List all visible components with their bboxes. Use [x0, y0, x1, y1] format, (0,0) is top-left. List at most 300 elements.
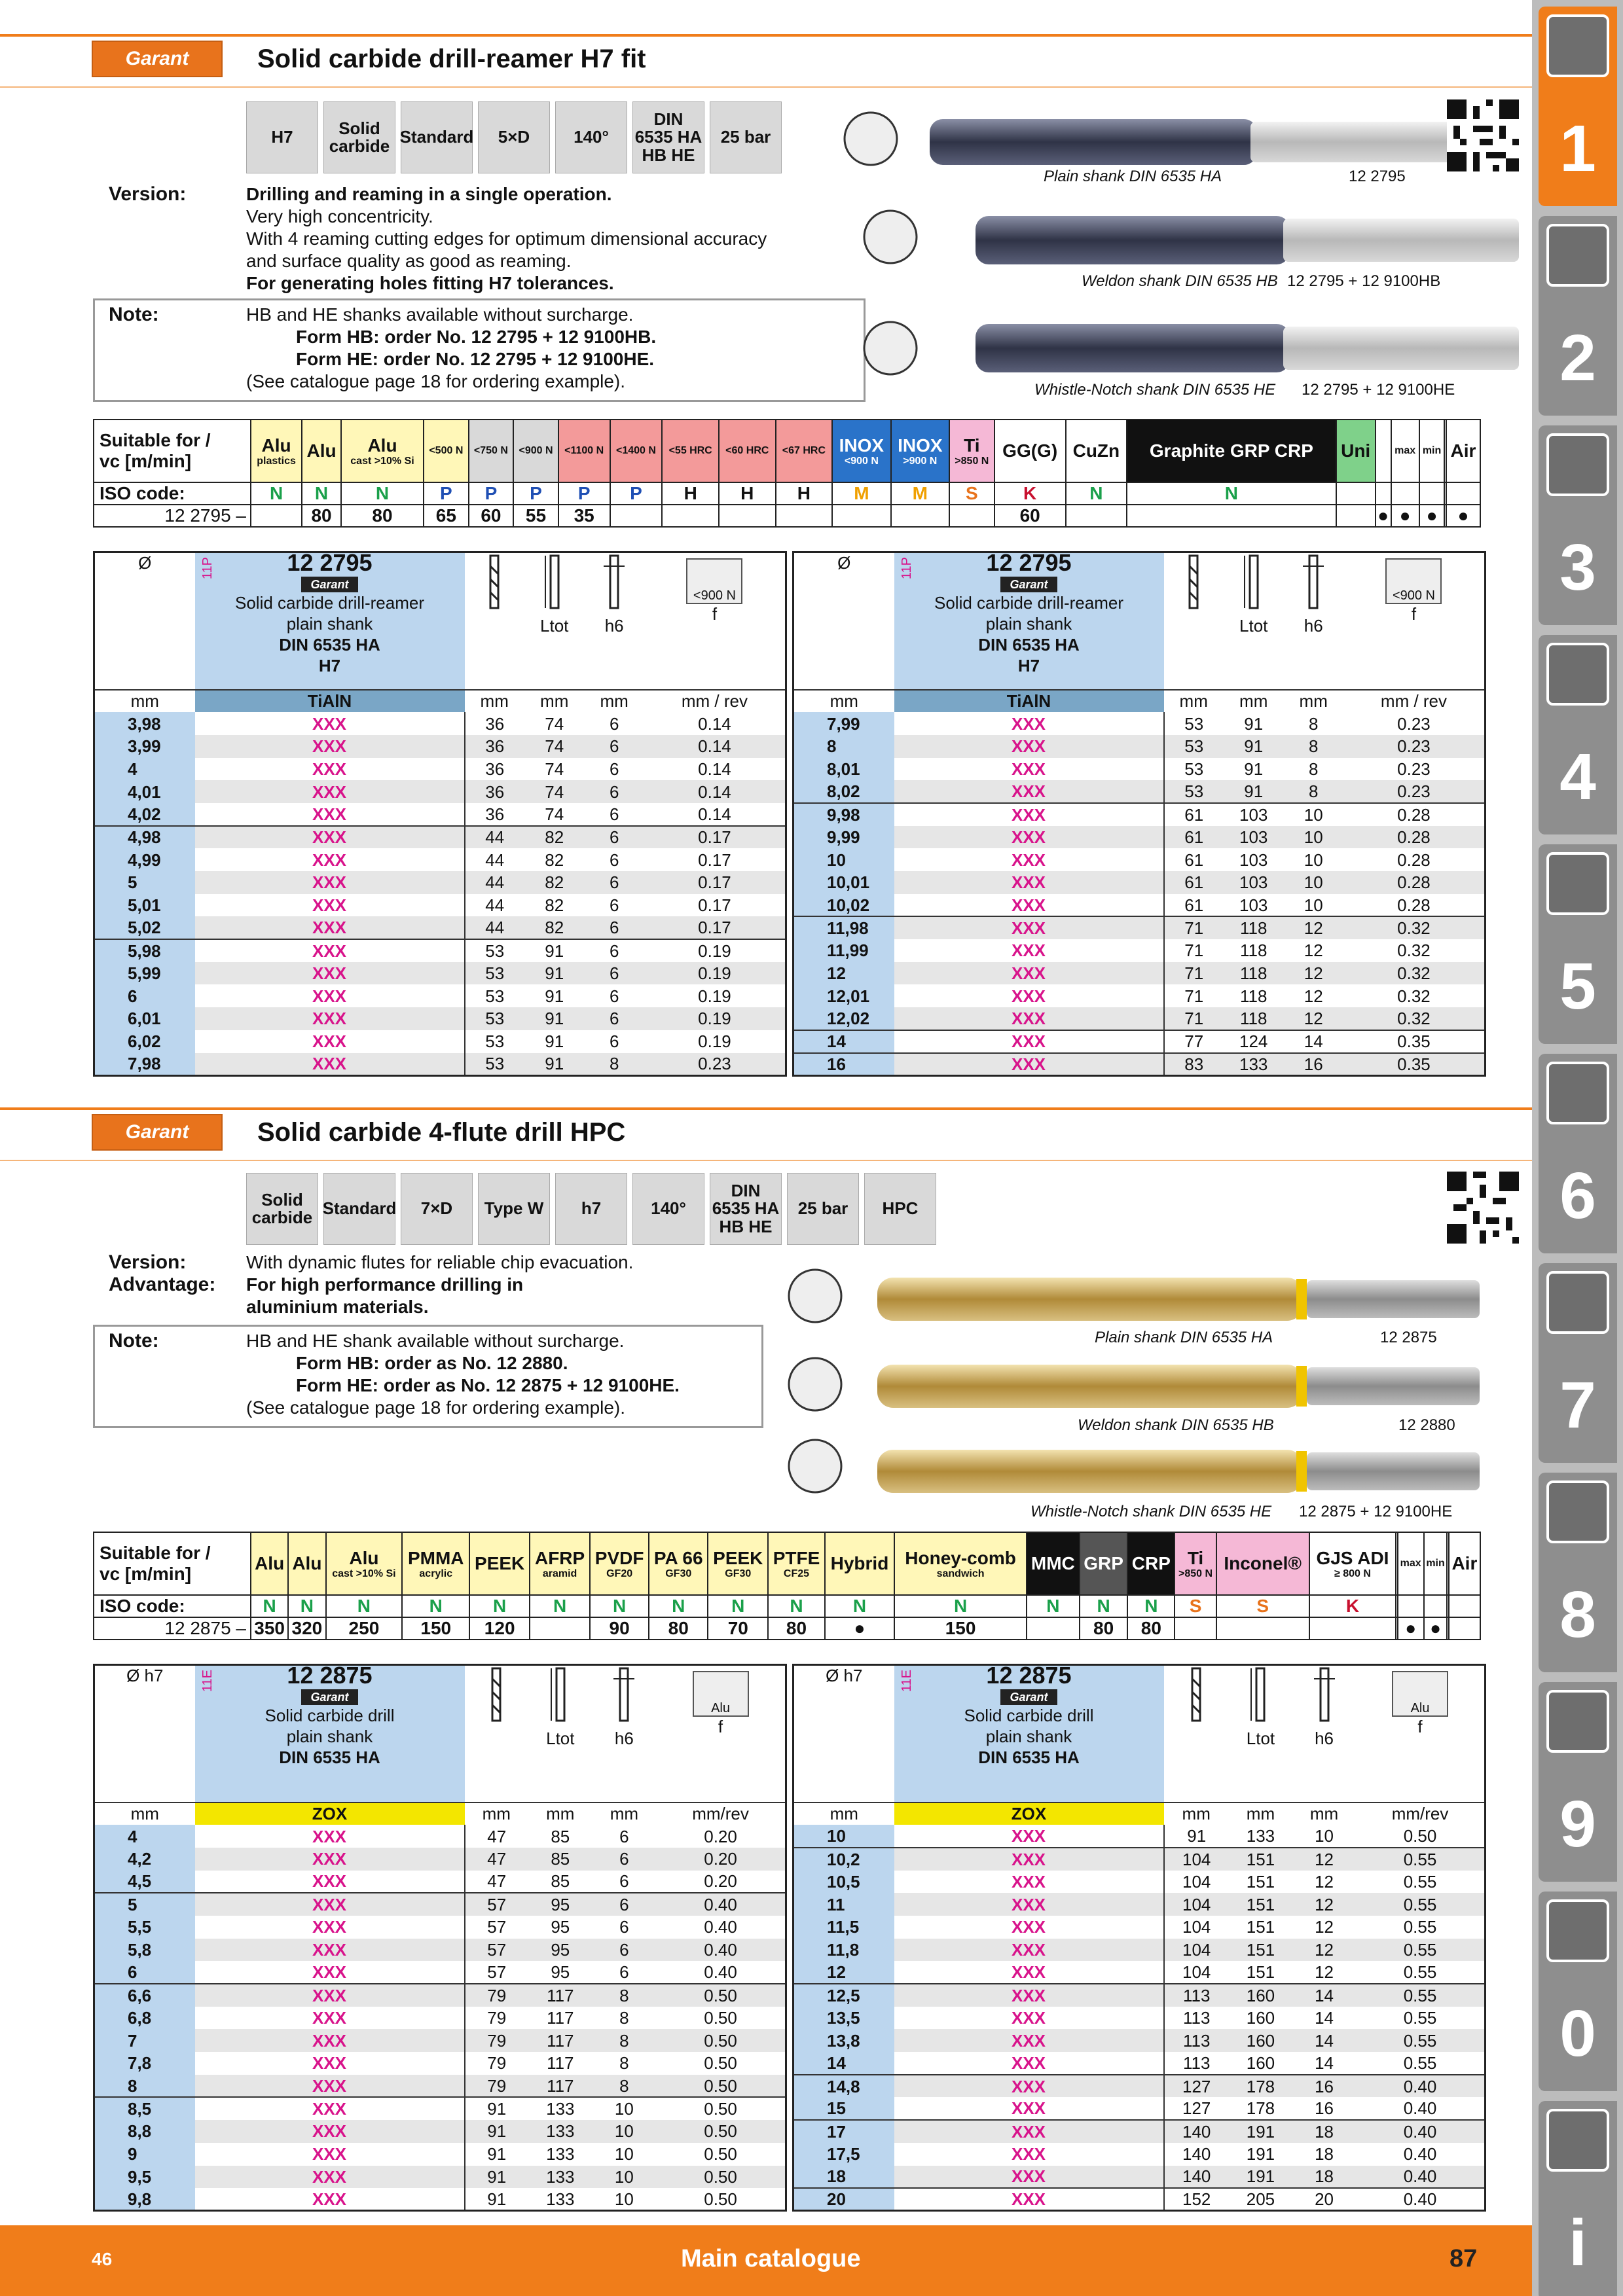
diameter-cell: 20 [793, 2188, 894, 2211]
value-cell: 0.35 [1343, 1030, 1486, 1053]
product-description: DIN 6535 HA [279, 1748, 380, 1767]
value-cell: 0.32 [1397, 986, 1431, 1006]
cutting-speed [1309, 1617, 1396, 1640]
material-badge: Alu [693, 1671, 749, 1717]
value-cell: 118 [1224, 916, 1284, 939]
table-row[interactable] [94, 1871, 786, 1893]
value-cell: 47 [465, 1848, 528, 1871]
table-row[interactable] [793, 1961, 1486, 1984]
coating-availability-cell: XXX [894, 962, 1164, 985]
coating-availability-cell: XXX [894, 1961, 1164, 1984]
value-cell: 113 [1164, 1984, 1229, 2007]
diameter-cell: 7,98 [94, 1053, 195, 1076]
value-cell: 0.40 [1356, 2120, 1485, 2143]
material-column [949, 420, 994, 482]
table-row[interactable] [793, 803, 1486, 826]
material-name: Honey-comb [905, 1548, 1016, 1568]
shank-tolerance-header [593, 1665, 656, 1803]
iso-code: N [469, 1595, 530, 1617]
cutting-speed: 120 [469, 1617, 530, 1640]
value-cell: 71 [1164, 916, 1224, 939]
value-cell: 0.20 [704, 1826, 737, 1846]
value-cell: 36 [465, 780, 524, 803]
table-row[interactable] [793, 2143, 1486, 2166]
note-line: (See catalogue page 18 for ordering example). [246, 371, 626, 391]
table-row[interactable] [793, 2166, 1486, 2189]
value-cell: 0.50 [1403, 1826, 1437, 1846]
table-row[interactable] [793, 1893, 1486, 1916]
suitable-label [94, 1532, 251, 1595]
diameter-cell: 6,6 [94, 1984, 195, 2007]
unit-cell: mm [1292, 1803, 1356, 1825]
table-row[interactable] [793, 916, 1486, 939]
diameter-cell: 8,02 [793, 780, 894, 803]
diameter-cell: 13,8 [793, 2029, 894, 2052]
table-row[interactable] [793, 712, 1486, 735]
material-name: CuZn [1072, 440, 1120, 461]
diameter-cell: 9,98 [793, 803, 894, 826]
cutting-speed: 35 [558, 505, 610, 527]
value-cell: 6 [584, 780, 644, 803]
product-description: H7 [1017, 656, 1040, 675]
iso-code: P [513, 482, 558, 505]
value-cell: 10 [593, 2097, 656, 2120]
total-length-icon [547, 1666, 574, 1725]
table-row[interactable] [793, 1053, 1486, 1076]
table-row[interactable] [793, 2188, 1486, 2211]
value-cell: 6 [619, 1826, 629, 1846]
qr-code-icon[interactable] [1447, 1172, 1519, 1244]
value-cell: 0.23 [1397, 759, 1431, 779]
iso-code: S [1216, 1595, 1309, 1617]
value-cell: 79 [487, 2008, 507, 2028]
value-cell: 8 [619, 2053, 629, 2073]
coating-cell: TiAlN [894, 690, 1164, 713]
material-column [1309, 1532, 1396, 1595]
table-row[interactable] [94, 1007, 786, 1030]
material-subtitle: <67 HRC [782, 445, 826, 456]
chapter-number: 7 [1559, 1369, 1596, 1442]
coating-availability-cell: XXX [894, 916, 1164, 939]
material-column [1398, 1532, 1424, 1595]
value-cell: 0.17 [644, 916, 786, 939]
value-cell: 36 [485, 713, 505, 734]
feature-icon-7: 25 bar [787, 1173, 859, 1245]
material-subtitle: CF25 [783, 1568, 810, 1579]
note-line: (See catalogue page 18 for ordering example). [246, 1397, 626, 1418]
value-cell: 0.14 [698, 759, 731, 779]
table-row[interactable] [793, 848, 1486, 871]
table-row[interactable] [94, 2120, 786, 2143]
value-cell: 74 [524, 735, 585, 758]
value-cell: 10 [1284, 826, 1343, 849]
material-column [994, 420, 1066, 482]
diameter-cell: 9,5 [94, 2166, 195, 2189]
section-title: Solid carbide drill-reamer H7 fit [257, 45, 646, 73]
table-row[interactable] [94, 1893, 786, 1916]
total-length-header [528, 1665, 593, 1803]
cutting-speed: 80 [649, 1617, 708, 1640]
table-row[interactable] [793, 2052, 1486, 2075]
brand-badge: Garant [1000, 577, 1057, 592]
table-row[interactable] [94, 871, 786, 894]
drill-weldon-shank [864, 211, 1519, 264]
value-cell: 8 [1284, 780, 1343, 803]
table-row[interactable] [793, 871, 1486, 894]
coating-availability-cell: XXX [195, 2075, 465, 2098]
table-row[interactable] [793, 1848, 1486, 1871]
diameter-cell: 9,99 [793, 826, 894, 849]
value-cell: 18 [1315, 2144, 1334, 2164]
coating-availability-cell: XXX [894, 758, 1164, 781]
shank-tolerance-header [1284, 552, 1343, 690]
feature-icon-0: Solid carbide [246, 1173, 318, 1245]
table-row[interactable] [94, 826, 786, 849]
table-row[interactable] [94, 939, 786, 962]
unit-cell: mm [1224, 690, 1284, 713]
feature-icon-0: H7 [246, 101, 318, 173]
value-cell: 36 [485, 759, 505, 779]
article-number: 12 2875 [986, 1662, 1072, 1689]
material-name: CRP [1131, 1553, 1171, 1573]
diameter-cell: 5,5 [94, 1916, 195, 1939]
value-cell: 91 [545, 1031, 564, 1052]
diameter-cell: 11,8 [793, 1939, 894, 1962]
value-cell: 53 [1184, 713, 1204, 734]
table-row[interactable] [793, 758, 1486, 781]
cutting-speed: 80 [302, 505, 341, 527]
product-description: DIN 6535 HA [978, 635, 1080, 655]
value-cell: 91 [545, 986, 564, 1006]
table-row[interactable] [793, 894, 1486, 917]
table-row[interactable] [793, 1871, 1486, 1893]
value-cell: 57 [487, 1917, 507, 1937]
table-row[interactable] [793, 962, 1486, 985]
material-column [288, 1532, 325, 1595]
table-row[interactable] [94, 2029, 786, 2052]
diameter-cell: 4,98 [94, 826, 195, 849]
value-cell: 79 [465, 2029, 528, 2052]
note-line: Form HE: order as No. 12 2875 + 12 9100HE. [296, 1375, 680, 1395]
chapter-icon [1546, 1899, 1609, 1962]
drill-caption: Plain shank DIN 6535 HA [1095, 1329, 1273, 1346]
diameter-cell: 12,02 [793, 1007, 894, 1030]
diameter-cell: 6,01 [94, 1007, 195, 1030]
chapter-icon [1546, 852, 1609, 915]
cutting-speed [776, 505, 833, 527]
table-row[interactable] [94, 1825, 786, 1848]
table-row[interactable] [94, 2188, 786, 2211]
table-row[interactable] [793, 2007, 1486, 2030]
value-cell: 118 [1224, 962, 1284, 985]
cutting-speed [530, 1617, 590, 1640]
iso-code: N [708, 1595, 768, 1617]
drill-length-icon [1164, 1665, 1229, 1803]
qr-code-icon[interactable] [1447, 99, 1519, 171]
vc-row-label: 12 2875 – [94, 1617, 251, 1640]
diameter-cell: 4,02 [94, 803, 195, 826]
value-cell: 0.20 [656, 1848, 786, 1871]
value-cell: 8 [1308, 759, 1319, 779]
cutting-speed: 90 [590, 1617, 649, 1640]
value-cell: 36 [485, 804, 505, 824]
value-cell: 6 [609, 895, 619, 916]
shank-diameter-icon [611, 1666, 637, 1725]
material-subtitle: aramid [542, 1568, 577, 1579]
value-cell: 6 [584, 871, 644, 894]
table-row[interactable] [793, 1825, 1486, 1848]
value-cell: 6 [584, 939, 644, 962]
value-cell: 10 [593, 2120, 656, 2143]
chapter-number: 3 [1559, 531, 1596, 604]
diameter-cell: 5,99 [94, 962, 195, 985]
value-cell: 0.19 [698, 1031, 731, 1052]
value-cell: 61 [1184, 850, 1204, 870]
value-cell: 95 [551, 1917, 570, 1937]
table-row[interactable] [94, 735, 786, 758]
material-name: Alu [306, 440, 337, 461]
table-row[interactable] [793, 780, 1486, 803]
diameter-cell: 11,98 [793, 916, 894, 939]
value-cell: 12 [1284, 1007, 1343, 1030]
iso-code [1336, 482, 1376, 505]
value-cell: 140 [1164, 2166, 1229, 2189]
table-row[interactable] [793, 1007, 1486, 1030]
material-column [1080, 1532, 1128, 1595]
table-row[interactable] [793, 735, 1486, 758]
diameter-cell: 12,01 [793, 984, 894, 1007]
iso-code: N [1127, 1595, 1175, 1617]
table-row[interactable] [793, 984, 1486, 1007]
value-cell: 6 [593, 1939, 656, 1962]
coating-availability-cell: XXX [195, 2097, 465, 2120]
table-row[interactable] [793, 2075, 1486, 2098]
product-header [894, 1662, 1164, 1803]
feed-header [644, 552, 786, 690]
material-column [424, 420, 469, 482]
material-column [341, 420, 424, 482]
diameter-cell: 4 [94, 1825, 195, 1848]
coating-availability-cell: XXX [195, 780, 465, 803]
value-cell: 0.50 [656, 2097, 786, 2120]
coating-availability-cell: XXX [894, 2166, 1164, 2189]
coating-availability-cell: XXX [195, 712, 465, 735]
value-cell: 140 [1164, 2120, 1229, 2143]
value-cell: 6 [619, 1962, 629, 1982]
value-cell: 0.40 [1356, 2075, 1485, 2098]
material-subtitle: >850 N [955, 456, 989, 467]
diameter-cell: 8 [94, 2075, 195, 2098]
category-code: 11P [200, 557, 215, 580]
chapter-icon [1546, 1271, 1609, 1334]
material-name: GRP [1084, 1553, 1123, 1573]
value-cell: 0.28 [1397, 850, 1431, 870]
section-divider [0, 1107, 1532, 1110]
table-row[interactable] [94, 1961, 786, 1984]
coating-cell: ZOX [195, 1803, 465, 1825]
table-row[interactable] [94, 916, 786, 939]
table-row[interactable] [94, 984, 786, 1007]
product-description: plain shank [286, 1727, 373, 1746]
table-row[interactable] [94, 2052, 786, 2075]
table-row[interactable] [94, 2075, 786, 2098]
value-cell: 91 [1224, 780, 1284, 803]
diameter-cell: 9,8 [94, 2188, 195, 2211]
value-cell: 91 [1224, 735, 1284, 758]
coating-availability-cell: XXX [195, 1007, 465, 1030]
drill-code: 12 2875 + 12 9100HE [1299, 1503, 1453, 1520]
unit-cell: mm [584, 690, 644, 713]
table-row[interactable] [94, 712, 786, 735]
value-cell: 82 [524, 871, 585, 894]
diameter-cell: 17,5 [793, 2143, 894, 2166]
product-table-left [93, 551, 787, 1077]
product-description: H7 [318, 656, 341, 675]
table-row[interactable] [94, 2143, 786, 2166]
coating-availability-cell: XXX [894, 2052, 1164, 2075]
table-row[interactable] [94, 1848, 786, 1871]
coating-availability-cell: XXX [894, 2029, 1164, 2052]
value-cell: 0.55 [1403, 1871, 1437, 1892]
cutting-speed [251, 505, 302, 527]
value-cell: 12 [1304, 986, 1323, 1006]
drill-cross-section-icon [789, 1270, 841, 1322]
diameter-cell: 3,99 [94, 735, 195, 758]
table-row[interactable] [793, 2120, 1486, 2143]
coating-availability-cell: XXX [894, 1825, 1164, 1848]
drill-images [831, 92, 1525, 406]
value-cell: 191 [1229, 2166, 1292, 2189]
table-row[interactable] [94, 962, 786, 985]
value-cell: 91 [524, 1007, 585, 1030]
coating-availability-cell: XXX [195, 2052, 465, 2075]
table-row[interactable] [793, 1030, 1486, 1053]
table-row[interactable] [793, 1984, 1486, 2007]
cutting-speed [662, 505, 719, 527]
diameter-symbol: Ø h7 [126, 1666, 164, 1685]
table-row[interactable] [793, 826, 1486, 849]
value-cell: 57 [487, 1962, 507, 1982]
value-cell: 95 [528, 1893, 593, 1916]
total-length-icon [1241, 553, 1267, 612]
value-cell: 10 [614, 2144, 634, 2164]
note-line: Form HB: order No. 12 2795 + 12 9100HB. [296, 327, 657, 347]
table-row[interactable] [793, 2097, 1486, 2120]
value-cell: 91 [465, 2166, 528, 2189]
table-row[interactable] [94, 2007, 786, 2030]
material-subtitle: acrylic [419, 1568, 453, 1579]
table-row[interactable] [94, 848, 786, 871]
material-column [513, 420, 558, 482]
product-description: plain shank [985, 1727, 1072, 1746]
suitability-grid [93, 419, 1481, 528]
iso-code: N [1127, 482, 1336, 505]
table-row[interactable] [94, 2166, 786, 2189]
value-cell: 12 [1292, 1848, 1356, 1871]
coating-cell: ZOX [894, 1803, 1164, 1825]
coating-availability-cell: XXX [894, 1848, 1164, 1871]
chapter-icon [1546, 643, 1609, 706]
chapter-icon [1546, 433, 1609, 496]
drill-caption: Whistle-Notch shank DIN 6535 HE [1034, 381, 1276, 399]
table-row[interactable] [94, 894, 786, 917]
value-cell: 6 [584, 826, 644, 849]
value-cell: 53 [465, 1053, 524, 1076]
table-row[interactable] [94, 1916, 786, 1939]
table-row[interactable] [793, 1916, 1486, 1939]
value-cell: 0.19 [644, 939, 786, 962]
table-row[interactable] [94, 1939, 786, 1962]
unit-cell: mm [94, 690, 195, 713]
table-row[interactable] [793, 2029, 1486, 2052]
cutting-speed: 65 [424, 505, 469, 527]
cutting-speed: 320 [288, 1617, 325, 1640]
material-column [610, 420, 663, 482]
value-cell: 47 [487, 1826, 507, 1846]
table-row[interactable] [793, 939, 1486, 962]
value-cell: 151 [1246, 1962, 1275, 1982]
material-name: PMMA [407, 1548, 464, 1568]
table-row[interactable] [94, 780, 786, 803]
value-cell: 0.32 [1343, 1007, 1486, 1030]
coating-availability-cell: XXX [894, 848, 1164, 871]
table-row[interactable] [793, 1939, 1486, 1962]
drill-length-icon [465, 1665, 528, 1803]
cutting-speed: ● [1424, 1617, 1448, 1640]
diameter-cell: 10,01 [793, 871, 894, 894]
coating-availability-cell: XXX [894, 735, 1164, 758]
value-cell: 57 [465, 1893, 528, 1916]
material-name: Alu [255, 1553, 285, 1573]
value-cell: 113 [1182, 2053, 1211, 2073]
value-cell: 53 [465, 962, 524, 985]
value-cell: 0.20 [704, 1871, 737, 1892]
coating-availability-cell: XXX [195, 939, 465, 962]
value-cell: 0.17 [644, 826, 786, 849]
iso-code [1446, 482, 1480, 505]
version-line: Drilling and reaming in a single operation. [246, 184, 612, 204]
coating-availability-cell: XXX [894, 780, 1164, 803]
table-row[interactable] [94, 2097, 786, 2120]
cutting-speed: 150 [894, 1617, 1027, 1640]
value-cell: 91 [1244, 759, 1264, 779]
feature-icon-4: h7 [555, 1173, 627, 1245]
table-row[interactable] [94, 803, 786, 826]
diameter-symbol: Ø [837, 553, 851, 573]
drill-cross-section-icon [789, 1440, 841, 1492]
value-cell: 6 [584, 735, 644, 758]
value-cell: 10 [1304, 895, 1323, 915]
coating-availability-cell: XXX [195, 1961, 465, 1984]
value-cell: 77 [1164, 1030, 1224, 1053]
table-row[interactable] [94, 1030, 786, 1053]
material-subtitle: <500 N [429, 445, 464, 456]
drill-whistle-notch-shank [864, 322, 1519, 374]
value-cell: 0.28 [1343, 871, 1486, 894]
table-row[interactable] [94, 1053, 786, 1076]
diameter-cell: 5 [94, 1893, 195, 1916]
table-row[interactable] [94, 758, 786, 781]
coating-availability-cell: XXX [894, 1984, 1164, 2007]
material-subtitle: min [1426, 1558, 1445, 1569]
value-cell: 0.50 [656, 2166, 786, 2189]
iso-code: N [302, 482, 341, 505]
diameter-header [94, 1665, 195, 1803]
iso-code: H [719, 482, 776, 505]
table-row[interactable] [94, 1984, 786, 2007]
material-column [251, 420, 302, 482]
coating-availability-cell: XXX [894, 2120, 1164, 2143]
